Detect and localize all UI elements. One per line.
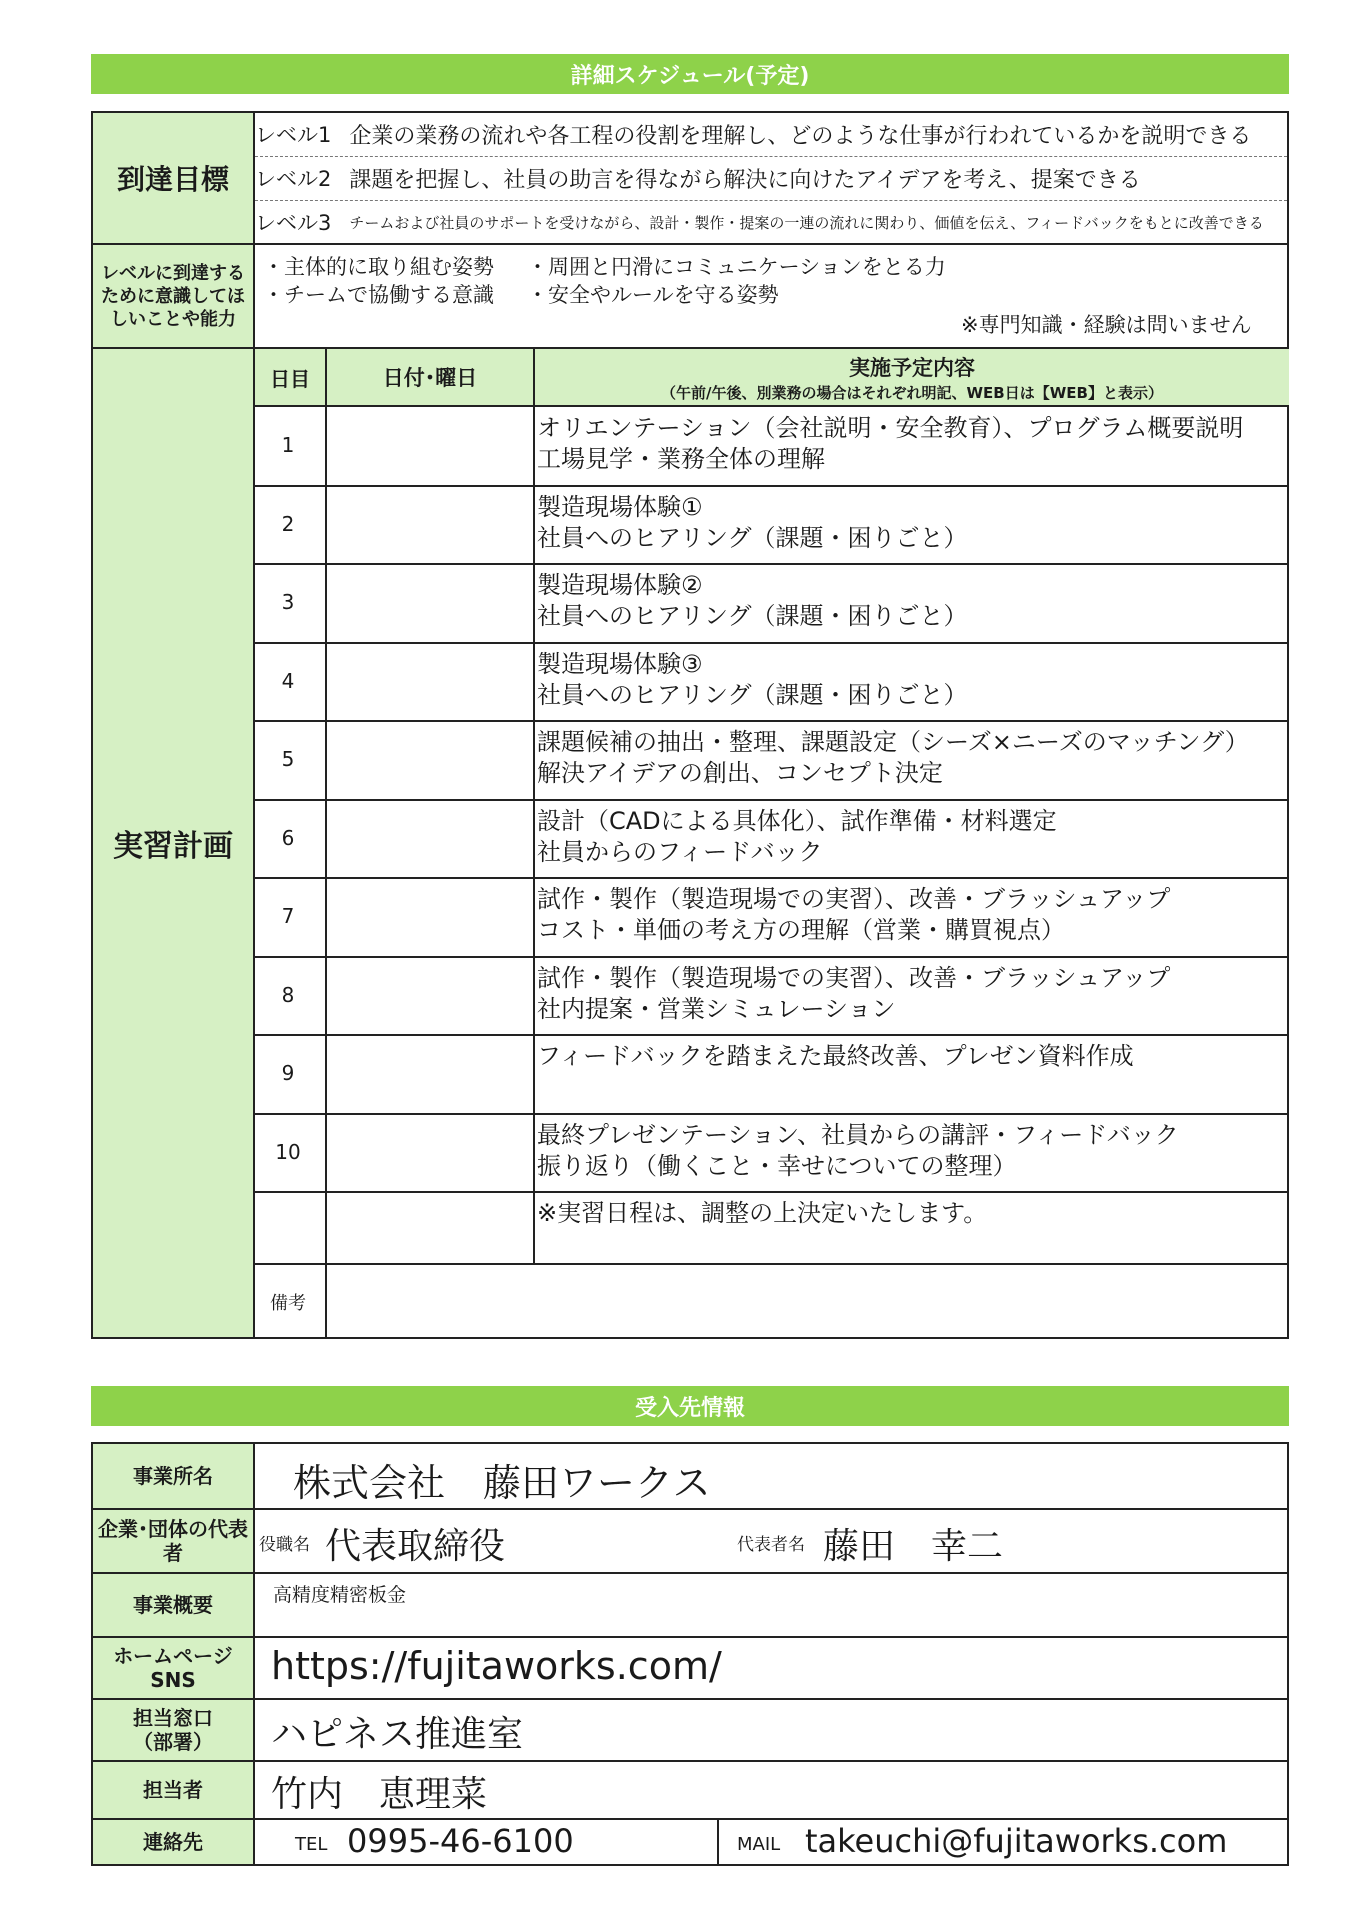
ability-item: ・安全やルールを守る姿勢 (527, 283, 779, 307)
plan-content-line: 社員へのヒアリング（課題・困りごと） (537, 680, 968, 709)
contact-label: 連絡先 (93, 1820, 253, 1864)
day-number: 2 (281, 511, 295, 536)
col-content-subtitle: （午前/午後、別業務の場合はそれぞれ明記、WEB日は【WEB】と表示） (661, 383, 1163, 402)
remarks-label: 備考 (270, 1293, 306, 1314)
schedule-table (91, 111, 1289, 1339)
plan-content-line: 課題候補の抽出・整理、課題設定（シーズ×ニーズのマッチング） (537, 728, 1249, 756)
plan-content (537, 492, 968, 554)
day-number: 8 (281, 982, 295, 1007)
goal-level-2-text: 課題を把握し、社員の助言を得ながら解決に向けたアイデアを考え、提案できる (349, 167, 1141, 193)
plan-content-line: 工場見学・業務全体の理解 (537, 445, 825, 473)
contact-dept-label: 担当窓口（部署） (93, 1700, 253, 1760)
goals-label: 到達目標 (93, 113, 253, 243)
plan-content-line: フィードバックを踏まえた最終改善、プレゼン資料作成 (537, 1042, 1134, 1070)
company-name-label: 事業所名 (93, 1444, 253, 1508)
plan-content-line: オリエンテーション（会社説明・安全教育）、プログラム概要説明 (537, 414, 1244, 442)
col-day-header: 日目 (255, 349, 325, 405)
homepage-label: ホームページSNS (93, 1638, 253, 1698)
plan-content-line: 試作・製作（製造現場での実習）、改善・ブラッシュアップ (537, 963, 1171, 992)
goal-level-1 (255, 113, 1283, 155)
plan-content (537, 1041, 1134, 1072)
person-label: 担当者 (93, 1762, 253, 1818)
plan-content-line: 社員からのフィードバック (537, 837, 823, 866)
business-summary: 高精度精密板金 (273, 1584, 407, 1606)
plan-content (537, 727, 1249, 789)
plan-content-line: 社員へのヒアリング（課題・困りごと） (537, 523, 968, 552)
ability-note: ※専門知識・経験は問いません (961, 313, 1252, 337)
goal-level-2-name: レベル2 (255, 167, 332, 191)
tel-number[interactable]: 0995-46-6100 (347, 1822, 574, 1860)
plan-content-line: 試作・製作（製造現場での実習）、改善・ブラッシュアップ (537, 885, 1171, 913)
company-name: 株式会社 藤田ワークス (293, 1461, 711, 1505)
plan-content-line: ※実習日程は、調整の上決定いたします。 (537, 1199, 988, 1227)
schedule-banner: 詳細スケジュール(予定) (91, 54, 1289, 94)
mail-label: MAIL (737, 1834, 781, 1855)
goal-level-1-text: 企業の業務の流れや各工程の役割を理解し、どのような仕事が行われているかを説明できる (349, 123, 1252, 149)
day-number: 9 (281, 1061, 295, 1085)
goal-level-2 (255, 157, 1283, 199)
plan-content (537, 570, 968, 632)
col-content-header (535, 349, 1289, 405)
contact-person: 竹内 恵理菜 (271, 1774, 488, 1815)
goal-level-1-name: レベル1 (255, 123, 332, 147)
tel-label: TEL (295, 1834, 328, 1855)
day-number: 6 (281, 825, 295, 850)
plan-content (537, 1120, 1179, 1182)
day-number: 5 (281, 747, 295, 771)
day-number: 4 (281, 668, 295, 693)
plan-content (537, 1198, 987, 1229)
plan-content-line: 最終プレゼンテーション、社員からの講評・フィードバック (537, 1120, 1179, 1149)
plan-content (537, 963, 1170, 1025)
plan-content-line: 社員へのヒアリング（課題・困りごと） (537, 602, 968, 630)
representative-title: 代表取締役 (325, 1526, 506, 1567)
ability-item: ・周囲と円滑にコミュニケーションをとる力 (527, 255, 946, 279)
summary-label: 事業概要 (93, 1574, 253, 1636)
representative-label: 企業･団体の代表者 (93, 1510, 253, 1572)
representative-name-label: 代表者名 (737, 1535, 805, 1555)
representative-name: 藤田 幸二 (823, 1526, 1004, 1567)
ability-item: ・チームで協働する意識 (263, 283, 494, 307)
goal-level-3 (255, 201, 1283, 243)
plan-content-line: 製造現場体験③ (537, 649, 703, 678)
plan-content-line: 解決アイデアの創出、コンセプト決定 (537, 759, 943, 787)
plan-content-line: 社内提案・営業シミュレーション (537, 994, 896, 1023)
plan-content-line: 設計（CADによる具体化）、試作準備・材料選定 (537, 806, 1057, 835)
title-label: 役職名 (259, 1535, 310, 1555)
company-table (91, 1442, 1289, 1866)
day-number: 7 (281, 904, 295, 928)
goal-level-3-text: チームおよび社員のサポートを受けながら、設計・製作・提案の一連の流れに関わり、価値を伝え、フィードバックをもとに改善できる (349, 213, 1264, 232)
col-content-title: 実施予定内容 (849, 355, 975, 380)
plan-content-line: コスト・単価の考え方の理解（営業・購買視点） (537, 916, 1065, 944)
homepage-url[interactable]: https://fujitaworks.com/ (271, 1644, 722, 1688)
col-date-header: 日付･曜日 (327, 349, 533, 405)
day-number: 10 (275, 1139, 301, 1164)
plan-content (537, 649, 968, 711)
plan-content (537, 806, 1057, 868)
abilities-label: レベルに到達するために意識してほしいことや能力 (93, 245, 253, 347)
company-banner: 受入先情報 (91, 1386, 1289, 1426)
plan-content-line: 製造現場体験② (537, 571, 703, 599)
plan-content-line: 製造現場体験① (537, 492, 703, 521)
plan-content-line: 振り返り（働くこと・幸せについての整理） (537, 1151, 1017, 1180)
goal-level-3-name: レベル3 (255, 211, 332, 235)
day-number: 1 (281, 433, 295, 457)
plan-label: 実習計画 (93, 349, 253, 1337)
plan-content (537, 413, 1243, 475)
contact-dept: ハピネス推進室 (271, 1714, 524, 1755)
plan-content (537, 884, 1170, 946)
day-number: 3 (281, 590, 295, 614)
mail-address[interactable]: takeuchi@fujitaworks.com (805, 1822, 1228, 1860)
ability-item: ・主体的に取り組む姿勢 (263, 255, 494, 279)
